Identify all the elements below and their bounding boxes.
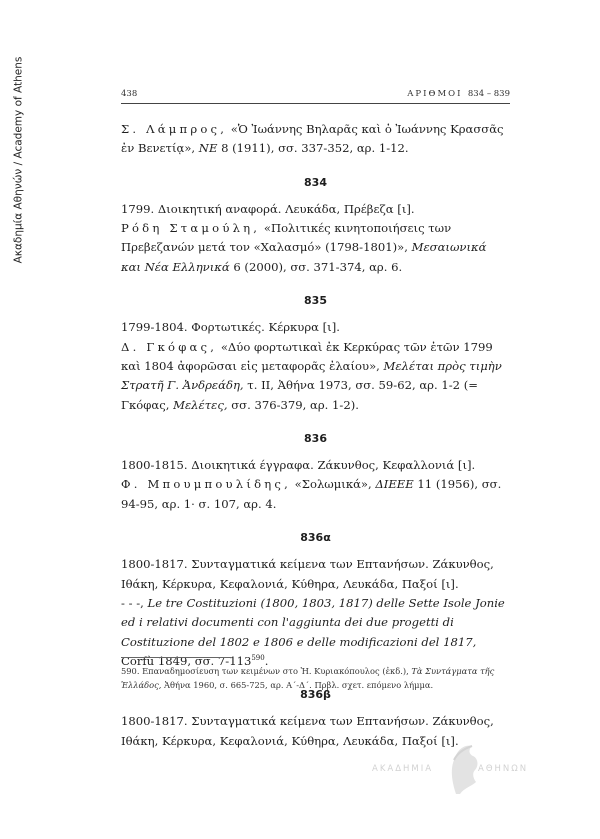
footnote: 590. Επαναδημοσίευση των κειμένων στο Ἠ. Κυριακόπουλος (ἐκδ.), Τὰ Συντάγματα τῆς Ἑλλάδος, Ἀθήνα 1960, σ. 665-725, αρ. Α΄-Δ΄. Πρβλ. σχετ. επόμενο λήμμα. [121, 666, 495, 690]
footnote-ref: 590 [251, 653, 265, 662]
entry-citation: Ρόδη Σταμούλη, «Πολιτικές κινητοποιήσεις των Πρεβεζανών μετά τον «Χαλασμό» (1798-1801)», Μεσαιωνικά και Νέα Ελληνικά 6 (2000), σσ. 371-374, αρ. 6. [121, 221, 487, 274]
entry-head: 1799. Διοικητική αναφορά. Λευκάδα, Πρέβεζα [ι]. [121, 201, 415, 216]
entry-head: 1800-1815. Διοικητικά έγγραφα. Ζάκυνθος, Κεφαλλονιά [ι]. [121, 458, 476, 473]
entry-citation: Δ. Γκόφας, «Δύο φορτωτικαὶ ἐκ Κερκύρας τῶν ἐτῶν 1799 καὶ 1804 ἀφορῶσαι εἰς μεταφορᾶς ἐλαίου», Μελέται πρὸς τιμὴν Στρατῆ Γ. Ἀνδρεάδη, τ. ΙΙ, Ἀθήνα 1973, σσ. 59-62, αρ. 1-2 (= Γκόφας, Μελέτες, σσ. 376-379, αρ. 1-2). [121, 339, 502, 412]
entry-head: 1800-1817. Συνταγματικά κείμενα των Επτανήσων. Ζάκυνθος, Ιθάκη, Κέρκυρα, Κεφαλονιά, Κύθηρα, Λευκάδα, Παξοί [ι]. [121, 714, 494, 748]
entry-citation: Φ. Μπουμπουλίδης, «Σολωμικά», ΔΙΕΕΕ 11 (1956), σσ. 94-95, αρ. 1· σ. 107, αρ. 4. [121, 477, 502, 511]
footnote-rule [121, 657, 231, 658]
academy-watermark: ΑΚΑΔΗΜΙΑ ΑΘΗΝΩΝ [360, 738, 570, 798]
header-rule [121, 103, 510, 104]
entry-number: 834 [304, 175, 327, 189]
entry-number: 835 [304, 294, 327, 308]
entry-number: 836α [300, 531, 331, 545]
page-number: 438 [121, 89, 138, 99]
entry-citation: - - -, Le tre Costituzioni (1800, 1803, 1817) delle Sette Isole Jonie ed i relativi documenti con l'aggiunta dei due progetti di Costituzione del 1802 e 1806 e delle modificazioni del 1817, Corfù 1849, σσ. $7-113^{590}$. [121, 595, 505, 668]
page-header [121, 89, 510, 99]
running-title: ΑΡΙΘΜΟΙ 834 – 839 [407, 89, 510, 99]
athena-head-icon [442, 738, 482, 796]
side-label: Ακαδημία Αθηνών / Academy of Athens [12, 56, 25, 264]
entry-number: 836β [300, 688, 331, 702]
top-entry: Σ. Λάμπρος, «Ὁ Ἰωάννης Βηλαρᾶς καὶ ὁ Ἰωάννης Κρασσᾶς ἐν Βενετίᾳ», ΝΕ 8 (1911), σσ. 337-352, αρ. 1-12. [121, 122, 504, 156]
entry-number: 836 [304, 431, 327, 445]
entry-head: 1799-1804. Φορτωτικές. Κέρκυρα [ι]. [121, 320, 340, 335]
entry-head: 1800-1817. Συνταγματικά κείμενα των Επτανήσων. Ζάκυνθος, Ιθάκη, Κέρκυρα, Κεφαλονιά, Κύθηρα, Λευκάδα, Παξοί [ι]. [121, 557, 494, 591]
